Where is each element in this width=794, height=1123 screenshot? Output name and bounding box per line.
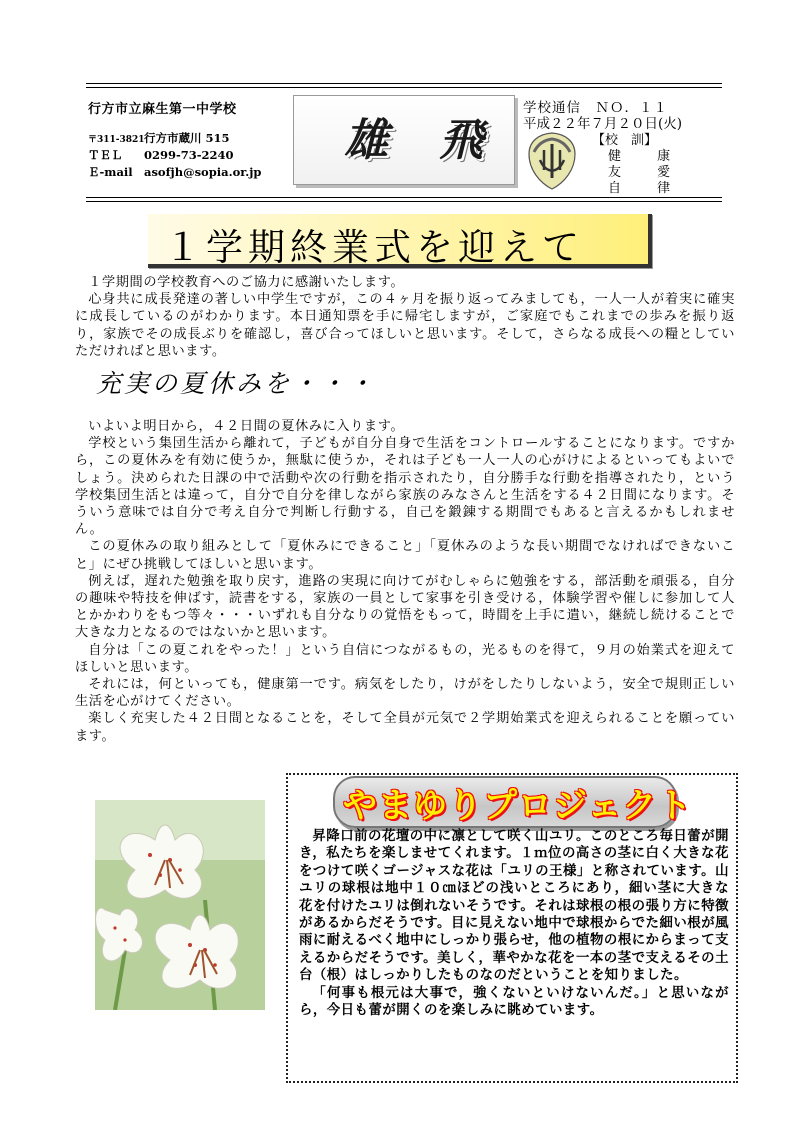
section1-body bbox=[75, 274, 735, 360]
motto-heading: 【校 訓】 bbox=[592, 133, 658, 148]
paragraph: 例えば，遅れた勉強を取り戻す，進路の実現に向けてがむしゃらに勉強をする，部活動を頑張る，自分の趣味や特技を伸ばす，読書をする，家族の一員として家事を引き受ける，体験学習や催しに参加して人とかかわりをもつ等々・・・いずれも自分なりの覚悟をもって，時間を上手に遣い，継続し続けることで大きな力となるのではないかと思います。 bbox=[75, 573, 735, 641]
email-address: asofjh@sopia.or.jp bbox=[144, 165, 262, 179]
email-row bbox=[88, 164, 261, 180]
lily-photo bbox=[95, 800, 265, 1010]
tel-label: ＴＥＬ bbox=[88, 148, 123, 162]
paragraph: 学校という集団生活から離れて，子どもが自分自身で生活をコントロールすることになります。ですから，この夏休みを有効に使うか，無駄に使うか，それは子ども一人一人の心がけによるといってもよいでしょう。決められた日課の中で活動や次の行動を指示されたり，自分勝手な行動を指導されたり，という学校集団生活とは違って，自分で自分を律しながら家族のみなさんと生活をする４２日間になります。そういう意味では自分で考え自分で判断し行動する，自己を鍛錬する期間でもあると言えるかもしれません。 bbox=[75, 436, 735, 538]
paragraph: 自分は「この夏これをやった！」という自信につながるもの，光るものを得て，９月の始業式を迎えてほしいと思います。 bbox=[75, 642, 735, 675]
paragraph: 「何事も根元は大事で，強くないといけないんだ。」と思いながら，今日も蕾が開くのを楽しみに眺めています。 bbox=[299, 984, 729, 1019]
school-name: 行方市立麻生第一中学校 bbox=[88, 102, 237, 117]
tel-number: 0299-73-2240 bbox=[144, 148, 234, 162]
paragraph: それには，何といっても，健康第一です。病気をしたり，けがをしたりしないよう，安全で規則正しい生活を心がけてください。 bbox=[75, 677, 735, 710]
section-heading: 充実の夏休みを・・・ bbox=[96, 369, 377, 398]
address: 行方市蔵川 515 bbox=[144, 131, 230, 145]
paragraph: この夏休みの取り組みとして「夏休みにできること」「夏休みのような長い期間でなければできないこと」にぜひ挑戦してほしいと思います。 bbox=[75, 539, 735, 572]
project-body bbox=[299, 828, 729, 1019]
header-top-rule-2 bbox=[86, 87, 722, 88]
issue-date: 平成２２年７月２０日(火) bbox=[523, 116, 683, 132]
newsletter-title: 雄 飛 bbox=[344, 115, 502, 166]
header-bottom-rule-2 bbox=[86, 201, 722, 202]
motto-item: 友 愛 bbox=[608, 165, 687, 180]
project-title: やまゆりプロジェクト bbox=[343, 786, 693, 826]
email-label: Ｅ-mail bbox=[88, 165, 133, 179]
section-heading: １学期終業式を迎えて bbox=[164, 226, 584, 269]
address-row bbox=[88, 130, 230, 146]
project-title-box bbox=[333, 776, 693, 828]
paragraph: 楽しく充実した４２日間となることを，そして全員が元気で２学期始業式を迎えられることを願っています。 bbox=[75, 711, 735, 744]
postal-code: 〒311-3821 bbox=[88, 135, 145, 145]
tel-row bbox=[88, 147, 234, 163]
header-bottom-rule bbox=[86, 197, 722, 198]
header-top-rule bbox=[86, 83, 722, 84]
paragraph: いよいよ明日から，４２日間の夏休みに入ります。 bbox=[88, 419, 405, 434]
section2-body bbox=[75, 418, 735, 745]
newsletter-number: 学校通信 ＮＯ．１１ bbox=[523, 100, 668, 116]
paragraph: １学期間の学校教育へのご協力に感謝いたします。 bbox=[88, 275, 405, 290]
motto-item: 健 康 bbox=[608, 149, 687, 164]
newsletter-title-box bbox=[293, 95, 515, 185]
paragraph: 昇降口前の花壇の中に凛として咲く山ユリ。このところ毎日蕾が開き，私たちを楽しませてくれます。１ｍ位の高さの茎に白く大きな花をつけて咲くゴージャスな花は「ユリの王様」と称されています。山ユリの球根は地中１０㎝ほどの浅いところにあり，細い茎に大きな花を付けたユリは倒れないそうです。それは球根の根の張り方に特徴があるからだそうです。目に見えない地中で球根からでた細い根が風雨に耐えるべく地中にしっかり張らせ，他の植物の根にからまって支えるからだそうです。美しく，華やかな花を一本の茎で支えるその土台（根）はしっかりしたものなのだということを知りました。 bbox=[299, 828, 729, 984]
school-emblem-icon bbox=[524, 130, 580, 192]
motto-item: 自 律 bbox=[608, 181, 687, 196]
section-banner bbox=[148, 214, 652, 268]
paragraph: 心身共に成長発達の著しい中学生ですが，この４ヶ月を振り返ってみましても，一人一人が着実に確実に成長しているのがわかります。本日通知票を手に帰宅しますが，ご家庭でもこれまでの歩みを振り返り，家族でその成長ぶりを確認し，喜び合ってほしいと思います。そして，さらなる成長への糧としていただければと思います。 bbox=[75, 292, 735, 359]
